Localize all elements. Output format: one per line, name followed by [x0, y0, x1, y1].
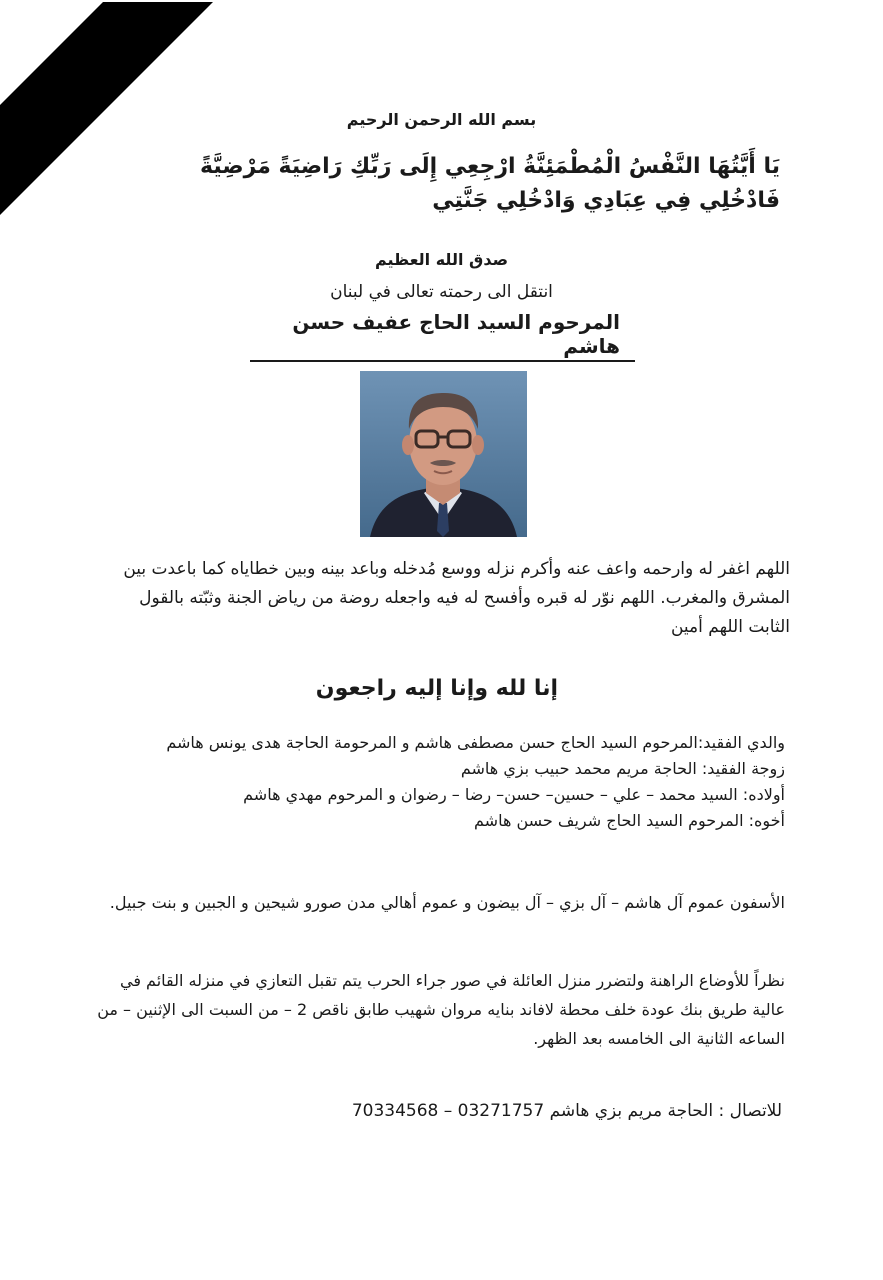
sadaqa-line: صدق الله العظيم: [374, 250, 509, 269]
quran-verse: يَا أَيَّتُهَا النَّفْسُ الْمُطْمَئِنَّةُ ارْجِعِي إِلَى رَبِّكِ رَاضِيَةً مَرْضِيَّةً فَادْخُلِي فِي عِبَادِي وَادْخُلِي جَنَّتِي: [200, 154, 780, 213]
children-line: أولاده: السيد محمد – علي – حسين– حسن– رضا – رضوان و المرحوم مهدي هاشم: [243, 785, 785, 804]
wife-line: زوجة الفقيد: الحاجة مريم محمد حبيب بزي هاشم: [460, 759, 785, 778]
family-list: [90, 730, 785, 834]
announcement-line: انتقل الى رحمته تعالى في لبنان: [330, 282, 553, 302]
contact-line: للاتصال : الحاجة مريم بزي هاشم 03271757 – 70334568: [351, 1101, 782, 1121]
deceased-name: المرحوم السيد الحاج عفيف حسن هاشم: [250, 310, 635, 362]
portrait-photo: [360, 371, 527, 537]
condolence-notice: نظراً للأوضاع الراهنة ولتضرر منزل العائلة في صور جراء الحرب يتم تقبل التعازي في منزله القائم في عالية طريق بنك عودة خلف محطة لافاند بنايه مروان شهيب طابق ناقص 2 – من السبت الى الإثنين – من الساعه الثانية الى الخامسه بعد الظهر.: [97, 971, 785, 1048]
brother-line: أخوه: المرحوم السيد الحاج شريف حسن هاشم: [474, 811, 785, 830]
mourners-paragraph: الأسفون عموم آل هاشم – آل بزي – آل بيضون و عموم أهالي مدن صورو شيحين و الجبين و بنت جبيل.: [109, 893, 785, 912]
basmala: بسم الله الرحمن الرحيم: [346, 110, 537, 129]
father-line: والدي الفقيد:المرحوم السيد الحاج حسن مصطفى هاشم و المرحومة الحاجة هدى يونس هاشم: [166, 733, 785, 752]
inna-lillah-heading: إنا لله وإنا إليه راجعون: [315, 676, 558, 701]
prayer-paragraph: اللهم اغفر له وارحمه واعف عنه وأكرم نزله ووسع مُدخله وباعد بينه وبين خطاياه كما باعدت بين المشرق والمغرب. اللهم نوّر له قبره وأفسح له فيه واجعله روضة من رياض الجنة وثبّته بالقول الثابت اللهم أمين: [123, 559, 790, 637]
